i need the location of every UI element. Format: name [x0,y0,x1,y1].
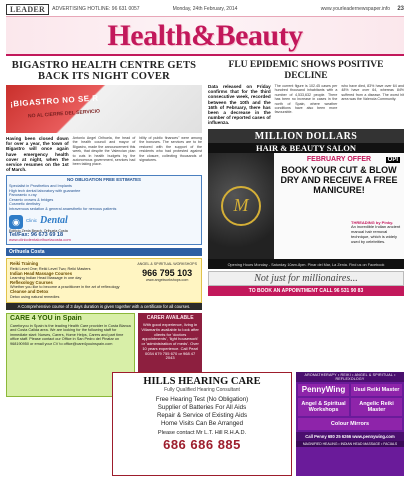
pennywing-service: Colour Mirrors [298,418,402,430]
pennywing-service: Angelic Reiki Master [351,398,402,416]
threading-title: THREADING by Pinky. [351,219,394,225]
service-title: Reflexology Courses [10,279,53,285]
pennywing-service: Usui Reiki Master [351,384,402,396]
salon-ad[interactable] [208,129,404,269]
dental-service-item: Panoramic x-ray [9,193,37,198]
salon-name: MILLION DOLLARS [208,129,404,143]
flu-column-1 [208,84,271,126]
dental-address: Edificio Zenia Beach, Orihuela Costa [9,228,68,233]
story-body: Antonio Angel Orihuela, the head of the health council and mayor of Bigastro, made the announcement this week, that despite the Valencian plan to cuts in health budgets by the autonomous government, services had been taking place. [72,136,136,167]
pennywing-service: Angel & Spiritual Workshops [298,398,349,416]
dental-website[interactable]: www.clinicdentalorihuelacosta.com [9,236,71,242]
salon-hours: Opening Hours Monday - Saturday 10am-8pm. Pinar del Mar, La Zenia. Find us on Facebook [208,262,404,268]
flu-column-2 [275,84,338,126]
newspaper-logo: LEADER [6,4,49,15]
salon-offer [274,153,404,259]
story-column-3 [139,136,202,172]
hills-title: HILLS HEARING CARE [143,376,261,387]
workshop-phone[interactable]: 966 795 103 [142,268,193,279]
dental-logo [9,215,199,229]
bigastro-headline: BIGASTRO HEALTH CENTRE GETS BACK ITS NIGHT COVER [11,60,197,82]
service-title: Cleanse and Detox [10,288,49,294]
workshop-contact [136,262,198,299]
page-number: 23 [397,6,404,12]
section-title: Health&Beauty [107,18,303,52]
story-lead: Having been closed down for over a year, the town of Bigastro will once again have emergency health cover at night, when the service resumes on the 1st of March. [6,136,69,173]
care4you-title: CARE 4 YOU in Spain [10,315,82,323]
story-body-2: bility of public finances" were among the bonuses. The services are to be restored with the support of the residents who had protested against the closure, collecting thousands of signatures. [139,136,203,163]
hills-service: Free Hearing Test (No Obligation) [155,396,249,403]
protest-sign-text: ¡BIGASTRO NO SE R [9,93,99,109]
flu-body-2: who have died, 83% have over 64 and 48% have over 64, whereas 84% suffered from a disease. The worst hit area was the Valencia Community. [341,84,405,102]
dental-service-item: Specialist in Prosthetics and Implants [9,184,72,189]
care4you-text: Careforyou in Spain is the leading Health Care provider in Costa Blanca and Costa Calida area. We are looking for the following staff for immediate start: Nurses, Carers, Home Helps, Carers and part time office staff. Please contact our Office in San Pedro del Pinatar on 968190950 or email your CV to office@care4youinspain.com [10,323,131,347]
service-text: Whether you like to become a practitioner in the art of reflexology [10,285,120,290]
service-title: Indian Head Massage Courses [10,270,73,276]
hills-hearing-ad[interactable] [112,372,292,476]
protest-sign-subtext: NO AL CIERRE DEL SERVICIO [27,108,101,120]
offer-headline: BOOK YOUR CUT & BLOW DRY AND RECEIVE A FREE MANICURE! [280,164,398,195]
dental-clinic-ad[interactable] [6,175,202,245]
page-header [6,3,404,15]
dental-service-item: Intravenous sedation & general anaesthetic for nervous patients [9,206,117,211]
carer-available-text: With good experience, living in Villamartin available to look after clients for 'doctors appointments', 'light housework' or 'administration of meds'. Over 10 years experience. Call Pearl 0034 679 755 670 or 968 47 2043 [141,321,199,361]
flu-lead: Data released on Friday confirms that for the third consecutive week, recorded between the 10th and the 16th of February, there has been a decrease in the number of reported cases of influenza. [208,84,271,126]
hills-phone[interactable]: 686 686 885 [163,437,241,452]
left-column [6,60,202,397]
workshop-footer: A Comprehensive course of 3 days duration is given together with a certificate for all courses. [6,303,202,310]
pennywing-ad[interactable] [296,372,404,476]
salon-logo-icon: M [221,186,261,226]
right-column [208,60,404,296]
story-column-1 [6,136,69,172]
service-text: Reiki Level One; Reiki Level Two; Reiki Masters [10,266,91,271]
dental-service-item: High tech dental laboratory with guarantee [9,188,81,193]
workshop-services [10,262,133,299]
hills-service: Repair & Service of Existing Aids [156,412,248,419]
hills-subtitle: Fully Qualified Hearing Consultant [164,387,240,393]
dental-services-list [9,184,199,212]
salon-booking-bar[interactable]: TO BOOK AN APPOINTMENT CALL 96 531 90 83 [208,286,404,296]
service-text: Learning Indian Head Massage in one day [10,276,82,281]
tooth-icon: ◉ [9,215,23,229]
dental-service-item: Cosmetic dentistry [9,202,41,207]
workshop-website[interactable]: www.angelworkshops.com [145,278,189,283]
pennywing-phone[interactable]: Call Penny 680 25 6266 www.pennywing.com [296,432,404,441]
service-title: Reiki Training [10,261,39,267]
workshops-ad[interactable] [6,258,202,303]
hills-service: Supplier of Batteries For All Aids [157,404,247,411]
flu-story [208,84,404,126]
pennywing-bottom-strip: MAGNIFIED HEALING • INDIAN HEAD MASSAGE • FACIALS [296,441,404,447]
dental-service-item: Ceramic crowns & bridges [9,197,54,202]
dental-ad-title: NO OBLIGATION FREE ESTIMATES [67,177,141,183]
flu-body: The current figure is 102.45 cases per hundred thousand inhabitants with a number of 4,533,632 people. There has been no increase in cases in the north of Spain, where weather conditions have also been more favourable. [274,84,338,115]
bigastro-story [6,136,202,172]
salon-logo [208,153,274,259]
pennywing-grid [296,382,404,432]
offer-tag: FEBRUARY OFFER [306,155,372,163]
location-banner: Orihuela Costa [6,248,202,256]
dental-clinic-prefix: Clinic [26,218,38,224]
protest-photo [6,85,202,133]
issue-date: Monday, 24th February, 2014 [172,6,238,12]
flu-column-3 [341,84,404,126]
threading-blurb [351,221,401,245]
service-text: Detox using natural remedies [10,294,60,299]
threading-text: An incredible Indian ancient manual hair removal technique, which is widely used by celebrities. [351,224,401,244]
dental-row [6,175,202,245]
advertising-hotline: ADVERTISING HOTLINE: 96 631 0057 [52,6,140,12]
carer-available-title: CARER AVAILABLE [146,315,194,322]
salon-body [208,153,404,259]
opi-brand-logo: OPI [387,156,398,163]
workshop-brand: ANGEL & SPIRITUAL WORKSHOPS [137,262,197,267]
pennywing-logo: PennyWing [298,384,349,396]
dental-clinic-name: Dental [40,215,68,227]
section-banner [6,16,404,56]
hills-contact: Please contact Mr L.T. Hill R.H.A.D. [157,430,247,436]
flu-headline: FLU EPIDEMIC SHOWS POSITIVE DECLINE [228,60,384,81]
dental-phone[interactable]: Tel/Fax: 96 673 69 18 [9,232,64,239]
pennywing-top-strip: AROMATHERAPY • REIKI • ANGEL & SPIRITUAL • REFLEXOLOGY [296,372,404,382]
website-link[interactable]: www.yourleadernewspaper.info [320,6,390,12]
story-column-2 [73,136,136,172]
salon-tagline: Not just for millionaires... [208,271,404,286]
salon-subtitle: HAIR & BEAUTY SALON [255,142,357,153]
hills-service: Home Visits Can Be Arranged [160,420,244,427]
